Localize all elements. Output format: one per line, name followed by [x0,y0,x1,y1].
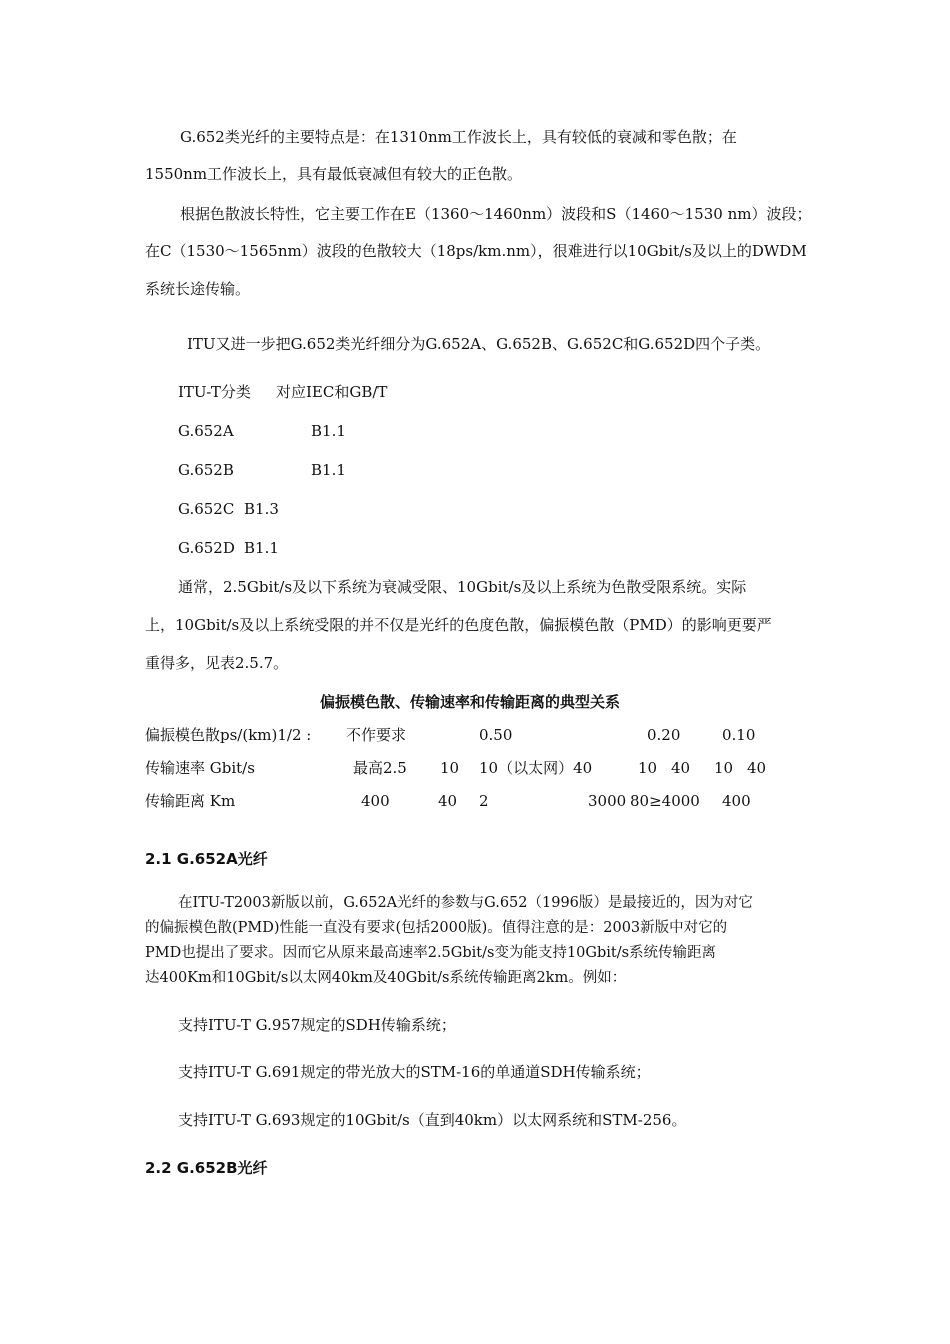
paragraph-4-line-3: 重得多，见表2.5.7。 [145,654,289,672]
table-row-3-cell-2: 40 [438,792,458,810]
table-row-1-label: 偏振模色散ps/(km)1/2 : [145,726,312,744]
table-row-3-cell-3: 2 [479,792,489,810]
section-2-1-line-4: 达400Km和10Gbit/s以太网40km及40Gbit/s系统传输距离2km。例如： [145,970,627,986]
paragraph-3: ITU又进一步把G.652类光纤细分为G.652A、G.652B、G.652C和G.652D四个子类。 [187,335,771,353]
table-row-2-label: 传输速率 Gbit/s [145,759,255,777]
table-row-3-cell-4: 3000 [588,792,627,810]
table-row-1-cell-3: 0.20 [647,726,681,744]
mapping-row-a-iec: B1.1 [311,422,346,440]
table-row-2-cell-5: 40 [671,759,691,777]
section-2-1-line-3: PMD也提出了要求。因而它从原来最高速率2.5Gbit/s变为能支持10Gbit/s系统传输距离 [145,945,717,961]
table-row-1-cell-1: 不作要求 [346,726,407,744]
section-2-1-item-2: 支持ITU-T G.691规定的带光放大的STM-16的单通道SDH传输系统； [178,1063,651,1081]
table-row-2-cell-4: 10 [638,759,658,777]
table-row-3-cell-6: 400 [722,792,751,810]
paragraph-1-line-2: 1550nm工作波长上，具有最低衰减但有较大的正色散。 [145,165,523,183]
section-2-1-item-1: 支持ITU-T G.957规定的SDH传输系统； [178,1016,456,1034]
paragraph-2-line-2: 在C（1530～1565nm）波段的色散较大（18ps/km.nm），很难进行以10Gbit/s及以上的DWDM [145,242,807,260]
table-row-2-cell-7: 40 [747,759,767,777]
mapping-row-d-itu: G.652D [178,539,235,557]
table-row-2-cell-1: 最高2.5 [353,759,407,777]
section-2-1-heading: 2.1 G.652A光纤 [145,850,268,868]
paragraph-2-line-1: 根据色散波长特性，它主要工作在E（1360～1460nm）波段和S（1460～1530 nm）波段； [180,205,812,223]
mapping-row-b-itu: G.652B [178,461,234,479]
table-title: 偏振模色散、传输速率和传输距离的典型关系 [320,693,621,711]
mapping-row-c-itu: G.652C [178,500,235,518]
table-row-2-cell-3: 10（以太网）40 [479,759,593,777]
table-row-1-cell-4: 0.10 [722,726,756,744]
table-row-2-cell-6: 10 [714,759,734,777]
mapping-header-iec: 对应IEC和GB/T [276,383,388,401]
table-row-2-cell-2: 10 [440,759,460,777]
paragraph-4-line-1: 通常，2.5Gbit/s及以下系统为衰减受限、10Gbit/s及以上系统为色散受限系统。实际 [178,578,747,596]
mapping-row-b-iec: B1.1 [311,461,346,479]
table-row-3-cell-5: 80≥4000 [630,792,700,810]
section-2-1-item-3: 支持ITU-T G.693规定的10Gbit/s（直到40km）以太网系统和STM-256。 [178,1111,687,1129]
table-row-1-cell-2: 0.50 [479,726,513,744]
section-2-1-line-2: 的偏振模色散(PMD)性能一直没有要求(包括2000版)。值得注意的是：2003新版中对它的 [145,920,728,936]
section-2-2-heading: 2.2 G.652B光纤 [145,1159,268,1177]
paragraph-4-line-2: 上，10Gbit/s及以上系统受限的并不仅是光纤的色度色散，偏振模色散（PMD）的影响更要严 [145,616,772,634]
table-row-3-cell-1: 400 [361,792,390,810]
paragraph-2-line-3: 系统长途传输。 [145,280,251,298]
mapping-row-d-iec: B1.1 [244,539,279,557]
section-2-1-line-1: 在ITU-T2003新版以前，G.652A光纤的参数与G.652（1996版）是最接近的，因为对它 [178,895,753,911]
mapping-row-a-itu: G.652A [178,422,234,440]
paragraph-1-line-1: G.652类光纤的主要特点是：在1310nm工作波长上，具有较低的衰减和零色散；在 [180,128,737,146]
mapping-row-c-iec: B1.3 [244,500,279,518]
table-row-3-label: 传输距离 Km [145,792,236,810]
mapping-header-itu: ITU-T分类 [178,383,251,401]
